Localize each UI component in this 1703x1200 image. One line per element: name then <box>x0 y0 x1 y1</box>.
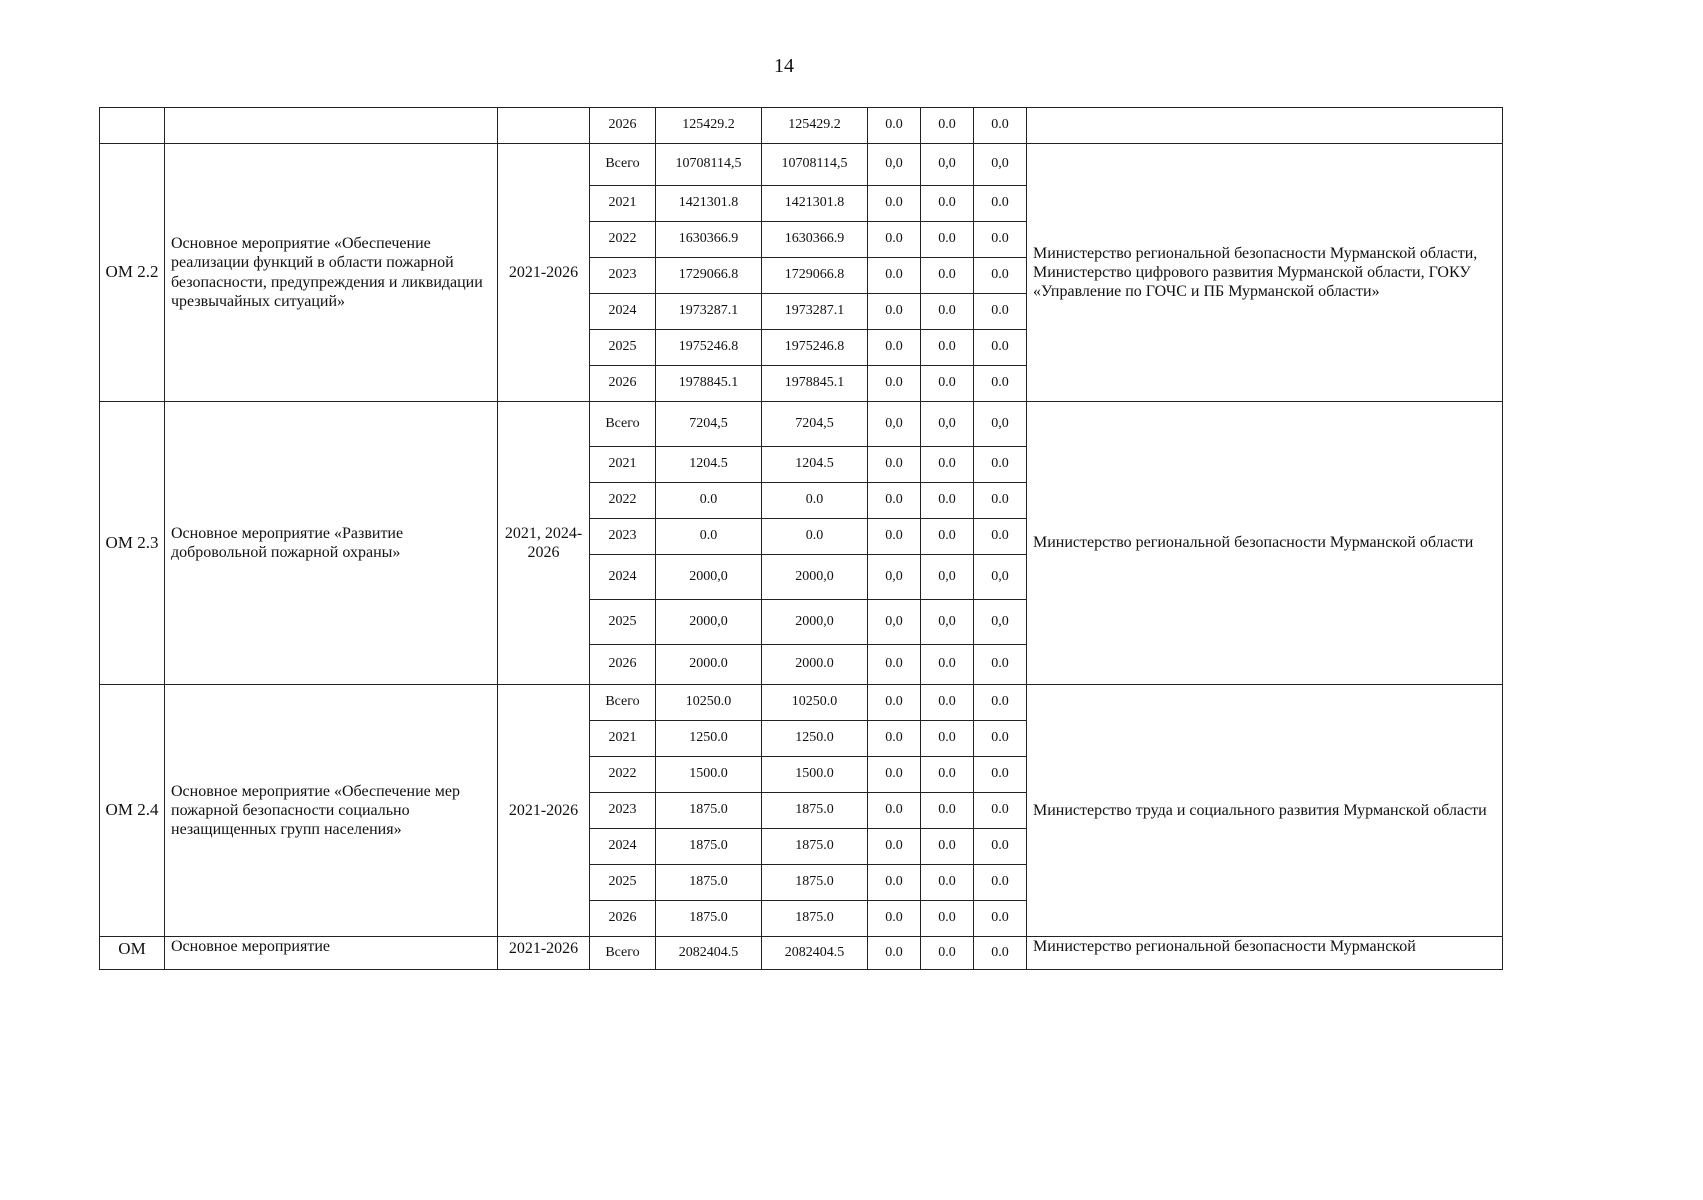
value-cell: 0.0 <box>974 645 1027 685</box>
value-cell: 0.0 <box>868 829 921 865</box>
value-cell: 0,0 <box>921 600 974 645</box>
value-cell: 0.0 <box>921 865 974 901</box>
value-cell: 0.0 <box>762 483 868 519</box>
value-cell: 0.0 <box>921 330 974 366</box>
total-cell: 1630366.9 <box>656 222 762 258</box>
value-cell: 1500.0 <box>762 757 868 793</box>
value-cell: 0.0 <box>921 901 974 937</box>
total-cell: 7204,5 <box>656 402 762 447</box>
year-cell: 2023 <box>590 793 656 829</box>
year-cell: 2022 <box>590 222 656 258</box>
value-cell: 0,0 <box>921 555 974 600</box>
value-cell: 0.0 <box>974 366 1027 402</box>
value-cell: 0.0 <box>921 222 974 258</box>
total-cell: 1978845.1 <box>656 366 762 402</box>
value-cell: 1729066.8 <box>762 258 868 294</box>
total-cell: 125429.2 <box>656 108 762 144</box>
value-cell: 0.0 <box>974 186 1027 222</box>
year-cell: 2022 <box>590 483 656 519</box>
value-cell: 0,0 <box>921 402 974 447</box>
value-cell: 0.0 <box>974 447 1027 483</box>
total-cell: 1204.5 <box>656 447 762 483</box>
value-cell: 1975246.8 <box>762 330 868 366</box>
value-cell: 0.0 <box>974 294 1027 330</box>
value-cell: 0.0 <box>921 645 974 685</box>
value-cell: 0.0 <box>868 721 921 757</box>
value-cell: 0,0 <box>974 600 1027 645</box>
total-cell: 1875.0 <box>656 793 762 829</box>
year-cell: 2022 <box>590 757 656 793</box>
value-cell: 1973287.1 <box>762 294 868 330</box>
value-cell: 1421301.8 <box>762 186 868 222</box>
page-number: 14 <box>774 55 794 77</box>
value-cell: 0.0 <box>921 937 974 970</box>
value-cell: 0.0 <box>921 294 974 330</box>
total-cell: 2000.0 <box>656 645 762 685</box>
year-cell: 2021 <box>590 186 656 222</box>
year-cell: Всего <box>590 402 656 447</box>
table-row <box>100 937 1503 970</box>
name-cell: Основное мероприятие <box>165 937 498 970</box>
value-cell: 0.0 <box>974 721 1027 757</box>
value-cell: 0.0 <box>868 447 921 483</box>
table-row <box>100 402 1503 447</box>
year-cell: 2023 <box>590 258 656 294</box>
total-cell: 1973287.1 <box>656 294 762 330</box>
value-cell: 2000,0 <box>762 600 868 645</box>
value-cell: 0.0 <box>974 793 1027 829</box>
code-cell: ОМ 2.2 <box>100 144 165 402</box>
value-cell: 0.0 <box>868 757 921 793</box>
period-cell: 2021-2026 <box>498 937 590 970</box>
value-cell: 0.0 <box>868 901 921 937</box>
value-cell: 0,0 <box>868 555 921 600</box>
value-cell: 1978845.1 <box>762 366 868 402</box>
total-cell: 1875.0 <box>656 829 762 865</box>
value-cell: 1204.5 <box>762 447 868 483</box>
value-cell: 0.0 <box>868 519 921 555</box>
table-row <box>100 108 1503 144</box>
value-cell: 1875.0 <box>762 865 868 901</box>
value-cell: 0.0 <box>868 108 921 144</box>
period-cell: 2021-2026 <box>498 685 590 937</box>
activities-table <box>99 107 1503 970</box>
value-cell: 0.0 <box>921 793 974 829</box>
value-cell: 0.0 <box>921 108 974 144</box>
value-cell: 1630366.9 <box>762 222 868 258</box>
value-cell: 0.0 <box>921 447 974 483</box>
code-cell: ОМ 2.3 <box>100 402 165 685</box>
name-cell: Основное мероприятие «Обеспечение реализации функций в области пожарной безопасности, предупреждения и ликвидации чрезвычайных ситуаций» <box>165 144 498 402</box>
value-cell: 0.0 <box>974 483 1027 519</box>
value-cell: 0,0 <box>974 402 1027 447</box>
total-cell: 1729066.8 <box>656 258 762 294</box>
year-cell: Всего <box>590 144 656 186</box>
value-cell: 10250.0 <box>762 685 868 721</box>
total-cell: 1500.0 <box>656 757 762 793</box>
value-cell: 0.0 <box>868 330 921 366</box>
year-cell: 2024 <box>590 555 656 600</box>
code-cell <box>100 108 165 144</box>
value-cell: 0.0 <box>868 937 921 970</box>
year-cell: Всего <box>590 685 656 721</box>
value-cell: 2000.0 <box>762 645 868 685</box>
table-row <box>100 685 1503 721</box>
responsible-cell <box>1027 108 1503 144</box>
total-cell: 2000,0 <box>656 555 762 600</box>
value-cell: 0.0 <box>974 757 1027 793</box>
value-cell: 0.0 <box>921 757 974 793</box>
value-cell: 0.0 <box>868 685 921 721</box>
year-cell: 2026 <box>590 901 656 937</box>
value-cell: 0.0 <box>868 483 921 519</box>
total-cell: 10708114,5 <box>656 144 762 186</box>
value-cell: 0.0 <box>974 258 1027 294</box>
value-cell: 10708114,5 <box>762 144 868 186</box>
value-cell: 0,0 <box>868 600 921 645</box>
name-cell: Основное мероприятие «Обеспечение мер пожарной безопасности социально незащищенных групп населения» <box>165 685 498 937</box>
value-cell: 0.0 <box>868 258 921 294</box>
value-cell: 0.0 <box>921 721 974 757</box>
code-cell: ОМ 2.4 <box>100 685 165 937</box>
value-cell: 0.0 <box>974 519 1027 555</box>
period-cell <box>498 108 590 144</box>
period-cell: 2021, 2024-2026 <box>498 402 590 685</box>
value-cell: 0.0 <box>921 483 974 519</box>
value-cell: 0.0 <box>921 186 974 222</box>
value-cell: 0,0 <box>974 144 1027 186</box>
year-cell: 2021 <box>590 721 656 757</box>
value-cell: 0,0 <box>974 555 1027 600</box>
value-cell: 0.0 <box>868 865 921 901</box>
value-cell: 0.0 <box>974 108 1027 144</box>
total-cell: 0.0 <box>656 483 762 519</box>
value-cell: 125429.2 <box>762 108 868 144</box>
value-cell: 0.0 <box>921 258 974 294</box>
value-cell: 0.0 <box>868 793 921 829</box>
total-cell: 1975246.8 <box>656 330 762 366</box>
value-cell: 0.0 <box>868 186 921 222</box>
year-cell: 2026 <box>590 645 656 685</box>
year-cell: 2025 <box>590 600 656 645</box>
value-cell: 0,0 <box>868 402 921 447</box>
total-cell: 1250.0 <box>656 721 762 757</box>
value-cell: 1875.0 <box>762 829 868 865</box>
table-row <box>100 144 1503 186</box>
name-cell: Основное мероприятие «Развитие добровольной пожарной охраны» <box>165 402 498 685</box>
total-cell: 2000,0 <box>656 600 762 645</box>
year-cell: 2026 <box>590 108 656 144</box>
year-cell: 2025 <box>590 865 656 901</box>
value-cell: 0,0 <box>868 144 921 186</box>
total-cell: 0.0 <box>656 519 762 555</box>
value-cell: 7204,5 <box>762 402 868 447</box>
value-cell: 0.0 <box>921 685 974 721</box>
code-cell: ОМ <box>100 937 165 970</box>
year-cell: 2021 <box>590 447 656 483</box>
value-cell: 0.0 <box>868 294 921 330</box>
year-cell: Всего <box>590 937 656 970</box>
value-cell: 1875.0 <box>762 901 868 937</box>
value-cell: 0,0 <box>921 144 974 186</box>
period-cell: 2021-2026 <box>498 144 590 402</box>
responsible-cell: Министерство региональной безопасности Мурманской <box>1027 937 1503 970</box>
total-cell: 1875.0 <box>656 865 762 901</box>
year-cell: 2026 <box>590 366 656 402</box>
total-cell: 2082404.5 <box>656 937 762 970</box>
value-cell: 0.0 <box>974 829 1027 865</box>
name-cell <box>165 108 498 144</box>
value-cell: 1875.0 <box>762 793 868 829</box>
year-cell: 2023 <box>590 519 656 555</box>
total-cell: 1421301.8 <box>656 186 762 222</box>
value-cell: 2000,0 <box>762 555 868 600</box>
value-cell: 1250.0 <box>762 721 868 757</box>
responsible-cell: Министерство региональной безопасности Мурманской области <box>1027 402 1503 685</box>
total-cell: 1875.0 <box>656 901 762 937</box>
value-cell: 0.0 <box>921 366 974 402</box>
value-cell: 0.0 <box>868 366 921 402</box>
value-cell: 0.0 <box>974 330 1027 366</box>
total-cell: 10250.0 <box>656 685 762 721</box>
year-cell: 2024 <box>590 829 656 865</box>
value-cell: 0.0 <box>974 937 1027 970</box>
value-cell: 2082404.5 <box>762 937 868 970</box>
value-cell: 0.0 <box>868 222 921 258</box>
year-cell: 2024 <box>590 294 656 330</box>
value-cell: 0.0 <box>921 829 974 865</box>
value-cell: 0.0 <box>974 685 1027 721</box>
value-cell: 0.0 <box>921 519 974 555</box>
value-cell: 0.0 <box>974 865 1027 901</box>
responsible-cell: Министерство труда и социального развития Мурманской области <box>1027 685 1503 937</box>
value-cell: 0.0 <box>868 645 921 685</box>
value-cell: 0.0 <box>974 222 1027 258</box>
responsible-cell: Министерство региональной безопасности Мурманской области, Министерство цифрового развития Мурманской области, ГОКУ «Управление по ГОЧС и ПБ Мурманской области» <box>1027 144 1503 402</box>
year-cell: 2025 <box>590 330 656 366</box>
value-cell: 0.0 <box>974 901 1027 937</box>
value-cell: 0.0 <box>762 519 868 555</box>
